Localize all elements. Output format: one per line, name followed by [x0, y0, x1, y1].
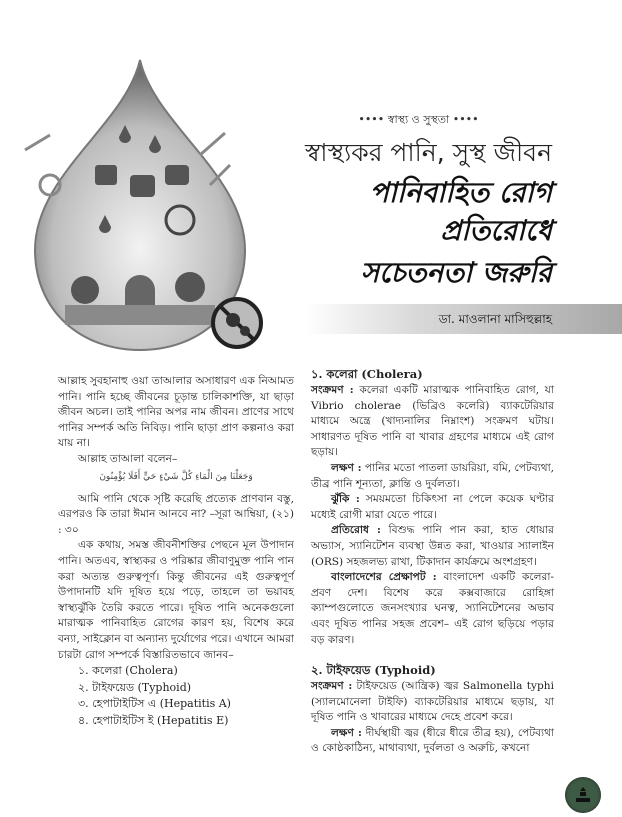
label: সংক্রমণ : — [311, 384, 354, 396]
typhoid-symptom — [311, 726, 554, 757]
typhoid-heading: ২. টাইফয়েড (Typhoid) — [311, 663, 436, 678]
no-germs-icon — [213, 299, 261, 347]
author-bar — [305, 304, 622, 334]
list-item: ১. কলেরা (Cholera) — [78, 664, 178, 678]
article-subtitle: স্বাস্থ্যকর পানি, সুস্থ জীবন — [304, 138, 552, 167]
body-paragraph: এক কথায়, সমস্ত জীবনীশক্তির পেছনে মূল উপাদান পানি। অতএব, স্বাস্থ্যকর ও পরিষ্কার জীবাণুমুক্ত পানি পান করা অত্যন্ত গুরুত্বপূর্ণ। কিন্তু জীবনের এই গুরুত্বপূর্ণ উপাদানটি যদি দূষিত হয়ে পড়ে, তাহলে তা ভয়াবহ স্বাস্থ্যঝুঁকি তৈরি করতে পারে। দূষিত পানি অনেকগুলো মারাত্মক পানিবাহিত রোগের কারণ হয়, বিশেষ করে বন্যা, সাইক্লোন বা অন্যান্য দুর্যোগের পরে। এখানে আমরা চারটা রোগ সম্পর্কে বিস্তারিতভাবে জানব– — [58, 539, 294, 661]
cholera-symptom — [311, 461, 554, 492]
typhoid-infection — [311, 679, 554, 726]
author-name: ডা. মাওলানা মাসিহুল্লাহ — [438, 312, 552, 326]
water-drop-illustration — [5, 55, 285, 355]
list-item: ৪. হেপাটাইটিস ই (Hepatitis E) — [78, 713, 229, 727]
title-block — [285, 0, 552, 334]
cholera-risk — [311, 492, 554, 523]
label: লক্ষণ : — [331, 726, 362, 739]
label: সংক্রমণ : — [311, 680, 353, 693]
cholera-bangladesh — [311, 570, 554, 648]
article-body — [0, 356, 622, 817]
publisher-logo-icon — [565, 777, 601, 813]
disease-list — [58, 663, 294, 729]
list-item: ২. টাইফয়েড (Typhoid) — [78, 680, 192, 694]
article-header — [0, 0, 622, 356]
label: ঝুঁকি : — [331, 493, 360, 506]
text: টাইফয়েড (আন্ত্রিক) জ্বর Salmonella typhi (স্যালমোনেলা টাইফি) ব্যাকটেরিয়ার মাধ্যমে ছড়ায়, যা দূষিত পানি ও খাবারের মাধ্যমে দেহে প্রবেশ করে। — [311, 680, 554, 724]
cholera-infection — [311, 383, 554, 461]
label: বাংলাদেশের প্রেক্ষাপট : — [331, 571, 437, 584]
arabic-verse: وَجَعَلْنَا مِنَ الْمَاءِ كُلَّ شَيْءٍ حَيٍّ أَفَلَا يُؤْمِنُونَ — [99, 471, 253, 482]
list-item: ৩. হেপাটাইটিস এ (Hepatitis A) — [78, 697, 231, 711]
left-column — [58, 366, 294, 729]
cholera-prevention — [311, 523, 554, 570]
text: পানির মতো পাতলা ডায়রিয়া, বমি, পেটব্যথা, তীব্র পানি শূন্যতা, ক্লান্তি ও দুর্বলতা। — [311, 461, 555, 490]
cholera-heading: ১. কলেরা (Cholera) — [311, 367, 423, 381]
article-title-line1: পানিবাহিত রোগ প্রতিরোধে — [369, 176, 552, 247]
section-kicker: •••• স্বাস্থ্য ও সুস্থতা •••• — [358, 113, 479, 126]
text: কলেরা একটি মারাত্মক পানিবাহিত রোগ, যা Vibrio cholerae (ভিব্রিও কলেরি) ব্যাকটেরিয়ার মাধ্যমে অন্ত্রে (খাদ্যনালির নিম্নাংশ) সংক্রমণ ঘটায়। সাধারণত দূষিত পানি বা খাবার গ্রহণের মাধ্যমে এই রোগ ছড়ায়। — [311, 384, 554, 459]
quote-intro: আল্লাহ তাআলা বলেন– — [78, 452, 178, 465]
text: দীর্ঘস্থায়ী জ্বর (ধীরে ধীরে তীব্র হয়), পেটব্যথা ও কোষ্ঠকাঠিন্য, মাথাব্যথা, দুর্বলতা ও অরুচি, কখনো — [311, 726, 555, 755]
verse-translation: আমি পানি থেকে সৃষ্টি করেছি প্রত্যেক প্রাণবান বস্তু, এরপরও কি তারা ঈমান আনবে না? –সূরা আম্বিয়া, (২১) : ৩০ — [58, 492, 294, 536]
article-title-line2: সচেতনতা জরুরি — [360, 256, 552, 289]
intro-paragraph: আল্লাহ সুবহানাহু ওয়া তাআলার অসাধারণ এক নিআমত পানি। পানি হচ্ছে জীবনের চূড়ান্ত চালিকাশক্তি, যা ছাড়া জীবন অচল। তাই পানির অপর নাম জীবন। প্রাণের সাথে পানির সম্পর্ক অতি নিবিড়। পানি ছাড়া প্রাণ কল্পনাও করা যায় না। — [58, 375, 294, 450]
text: বিশুদ্ধ পানি পান করা, হাত ধোয়ার অভ্যাস, স্যানিটেশন ব্যবস্থা উন্নত করা, খাওয়ার স্যালাইন (ORS) সহজলভ্য রাখা, টিকাদান কার্যক্রমে অংশগ্রহণ। — [311, 524, 554, 568]
label: প্রতিরোধ : — [331, 524, 381, 537]
text: বাংলাদেশ একটি কলেরা-প্রবণ দেশ। বিশেষ করে কক্সবাজারে রোহিঙ্গা ক্যাম্পগুলোতে জনসংখ্যার ঘনত্ব, স্যানিটেশনের অভাব এবং দূষিত পানির সহজ প্রবেশ– এই রোগ ছড়িয়ে পড়ার বড় কারণ। — [311, 571, 554, 646]
label: লক্ষণ : — [331, 461, 362, 474]
text: সময়মতো চিকিৎসা না পেলে কয়েক ঘণ্টার মধ্যেই রোগী মারা যেতে পারে। — [311, 493, 554, 521]
right-column — [311, 366, 554, 757]
